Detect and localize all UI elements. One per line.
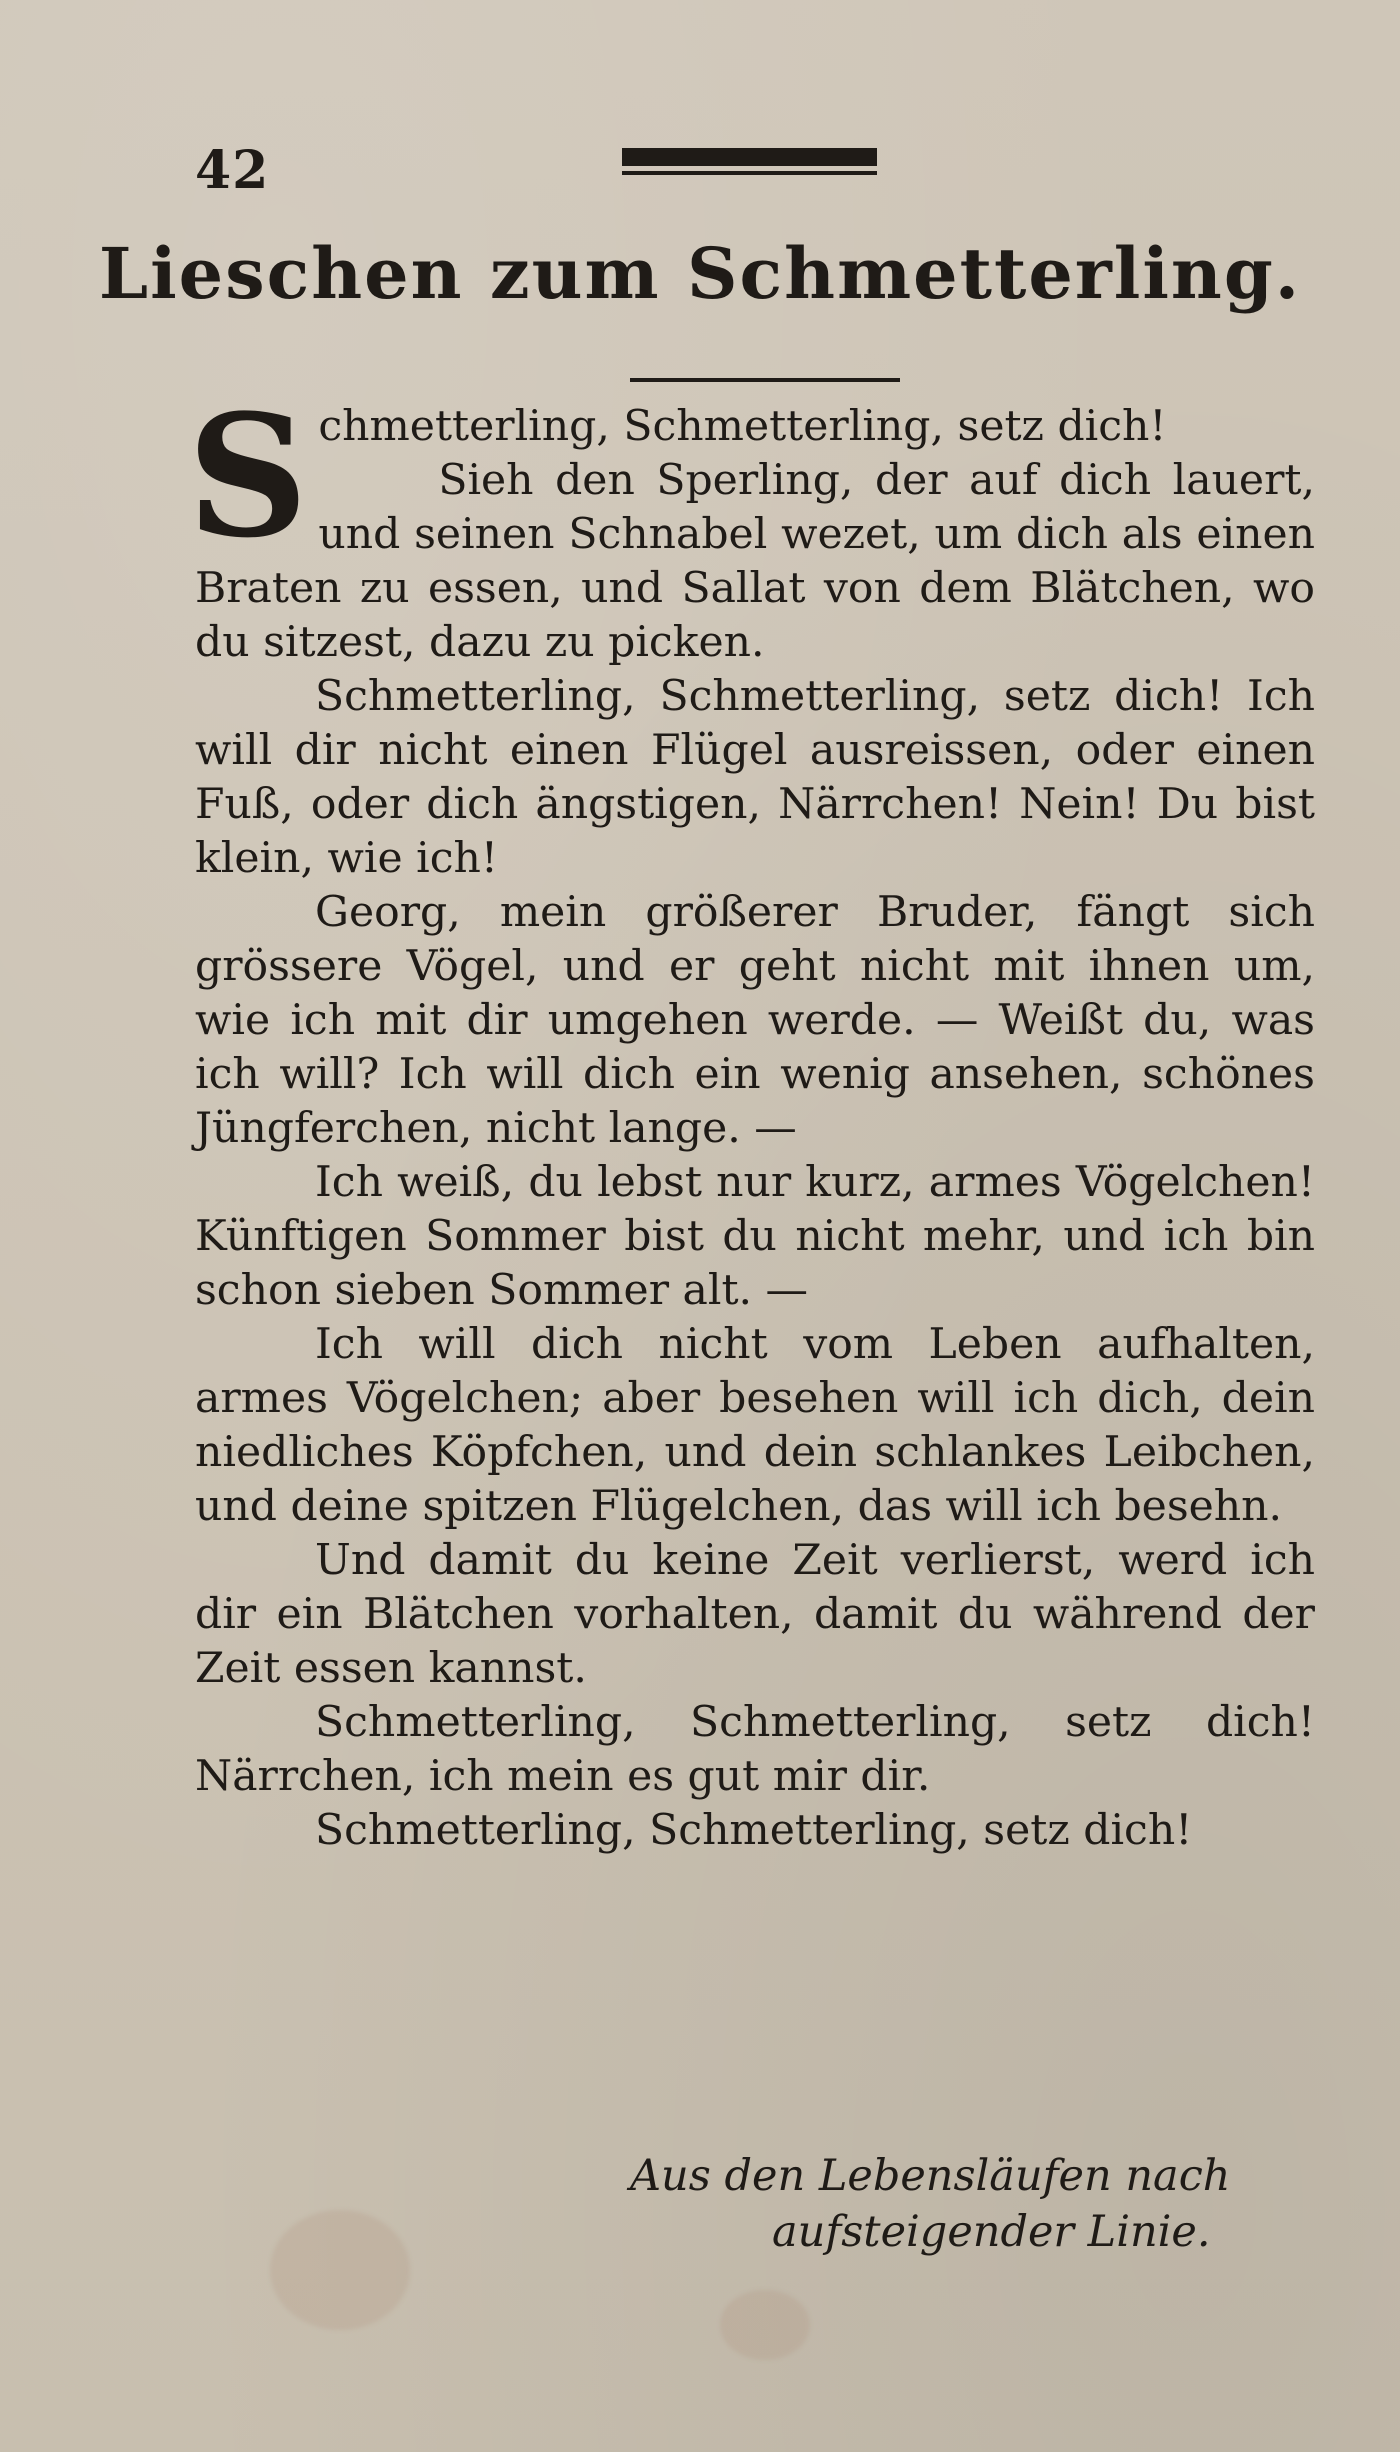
paper-stain xyxy=(270,2210,410,2330)
paper-stain xyxy=(720,2290,810,2360)
paragraph-6: Ich will dich nicht vom Leben aufhalten, armes Vögelchen; aber besehen will ich dich, dein niedliches Köpfchen, und dein schlankes Leibchen, und deine spitzen Flügelchen, das will ich besehn. xyxy=(195,1320,1315,1531)
source-attribution xyxy=(630,2148,1330,2260)
paragraph-text: chmetterling, Schmetterling, setz dich! xyxy=(318,402,1167,451)
header-rule xyxy=(622,148,877,176)
header-rule-thin xyxy=(622,171,877,175)
source-line-2: aufsteigender Linie. xyxy=(772,2207,1211,2257)
page-number: 42 xyxy=(195,140,270,201)
page-title: Lieschen zum Schmetterling. xyxy=(98,232,1302,315)
paragraph-8: Schmetterling, Schmetterling, setz dich! Närrchen, ich mein es gut mir dir. xyxy=(195,1698,1315,1801)
paragraph-3: Schmetterling, Schmetterling, setz dich! Ich will dir nicht einen Flügel ausreissen, oder einen Fuß, oder dich ängstigen, Närrchen! Nein! Du bist klein, wie ich! xyxy=(195,672,1315,883)
poem-body xyxy=(187,377,1315,1858)
title-rule xyxy=(630,378,900,382)
paragraph-4: Georg, mein größerer Bruder, fängt sich grössere Vögel, und er geht nicht mit ihnen um, wie ich mit dir umgehen werde. — Weißt du, was ich will? Ich will dich ein wenig ansehen, schönes Jüngferchen, nicht lange. — xyxy=(195,888,1315,1153)
drop-cap: S xyxy=(187,377,309,575)
paragraph-9: Schmetterling, Schmetterling, setz dich! xyxy=(315,1806,1193,1855)
paragraph-7: Und damit du keine Zeit verlierst, werd ich dir ein Blätchen vorhalten, damit du während der Zeit essen kannst. xyxy=(195,1536,1315,1693)
paragraph-2: Sieh den Sperling, der auf dich lauert, und seinen Schnabel wezet, um dich als einen Braten zu essen, und Sallat von dem Blätchen, wo du sitzest, dazu zu picken. xyxy=(195,456,1315,667)
paragraph-5: Ich weiß, du lebst nur kurz, armes Vögelchen! Künftigen Sommer bist du nicht mehr, und ich bin schon sieben Sommer alt. — xyxy=(195,1158,1315,1315)
source-line-1: Aus den Lebensläufen nach xyxy=(630,2151,1231,2201)
header-rule-thick xyxy=(622,148,877,166)
